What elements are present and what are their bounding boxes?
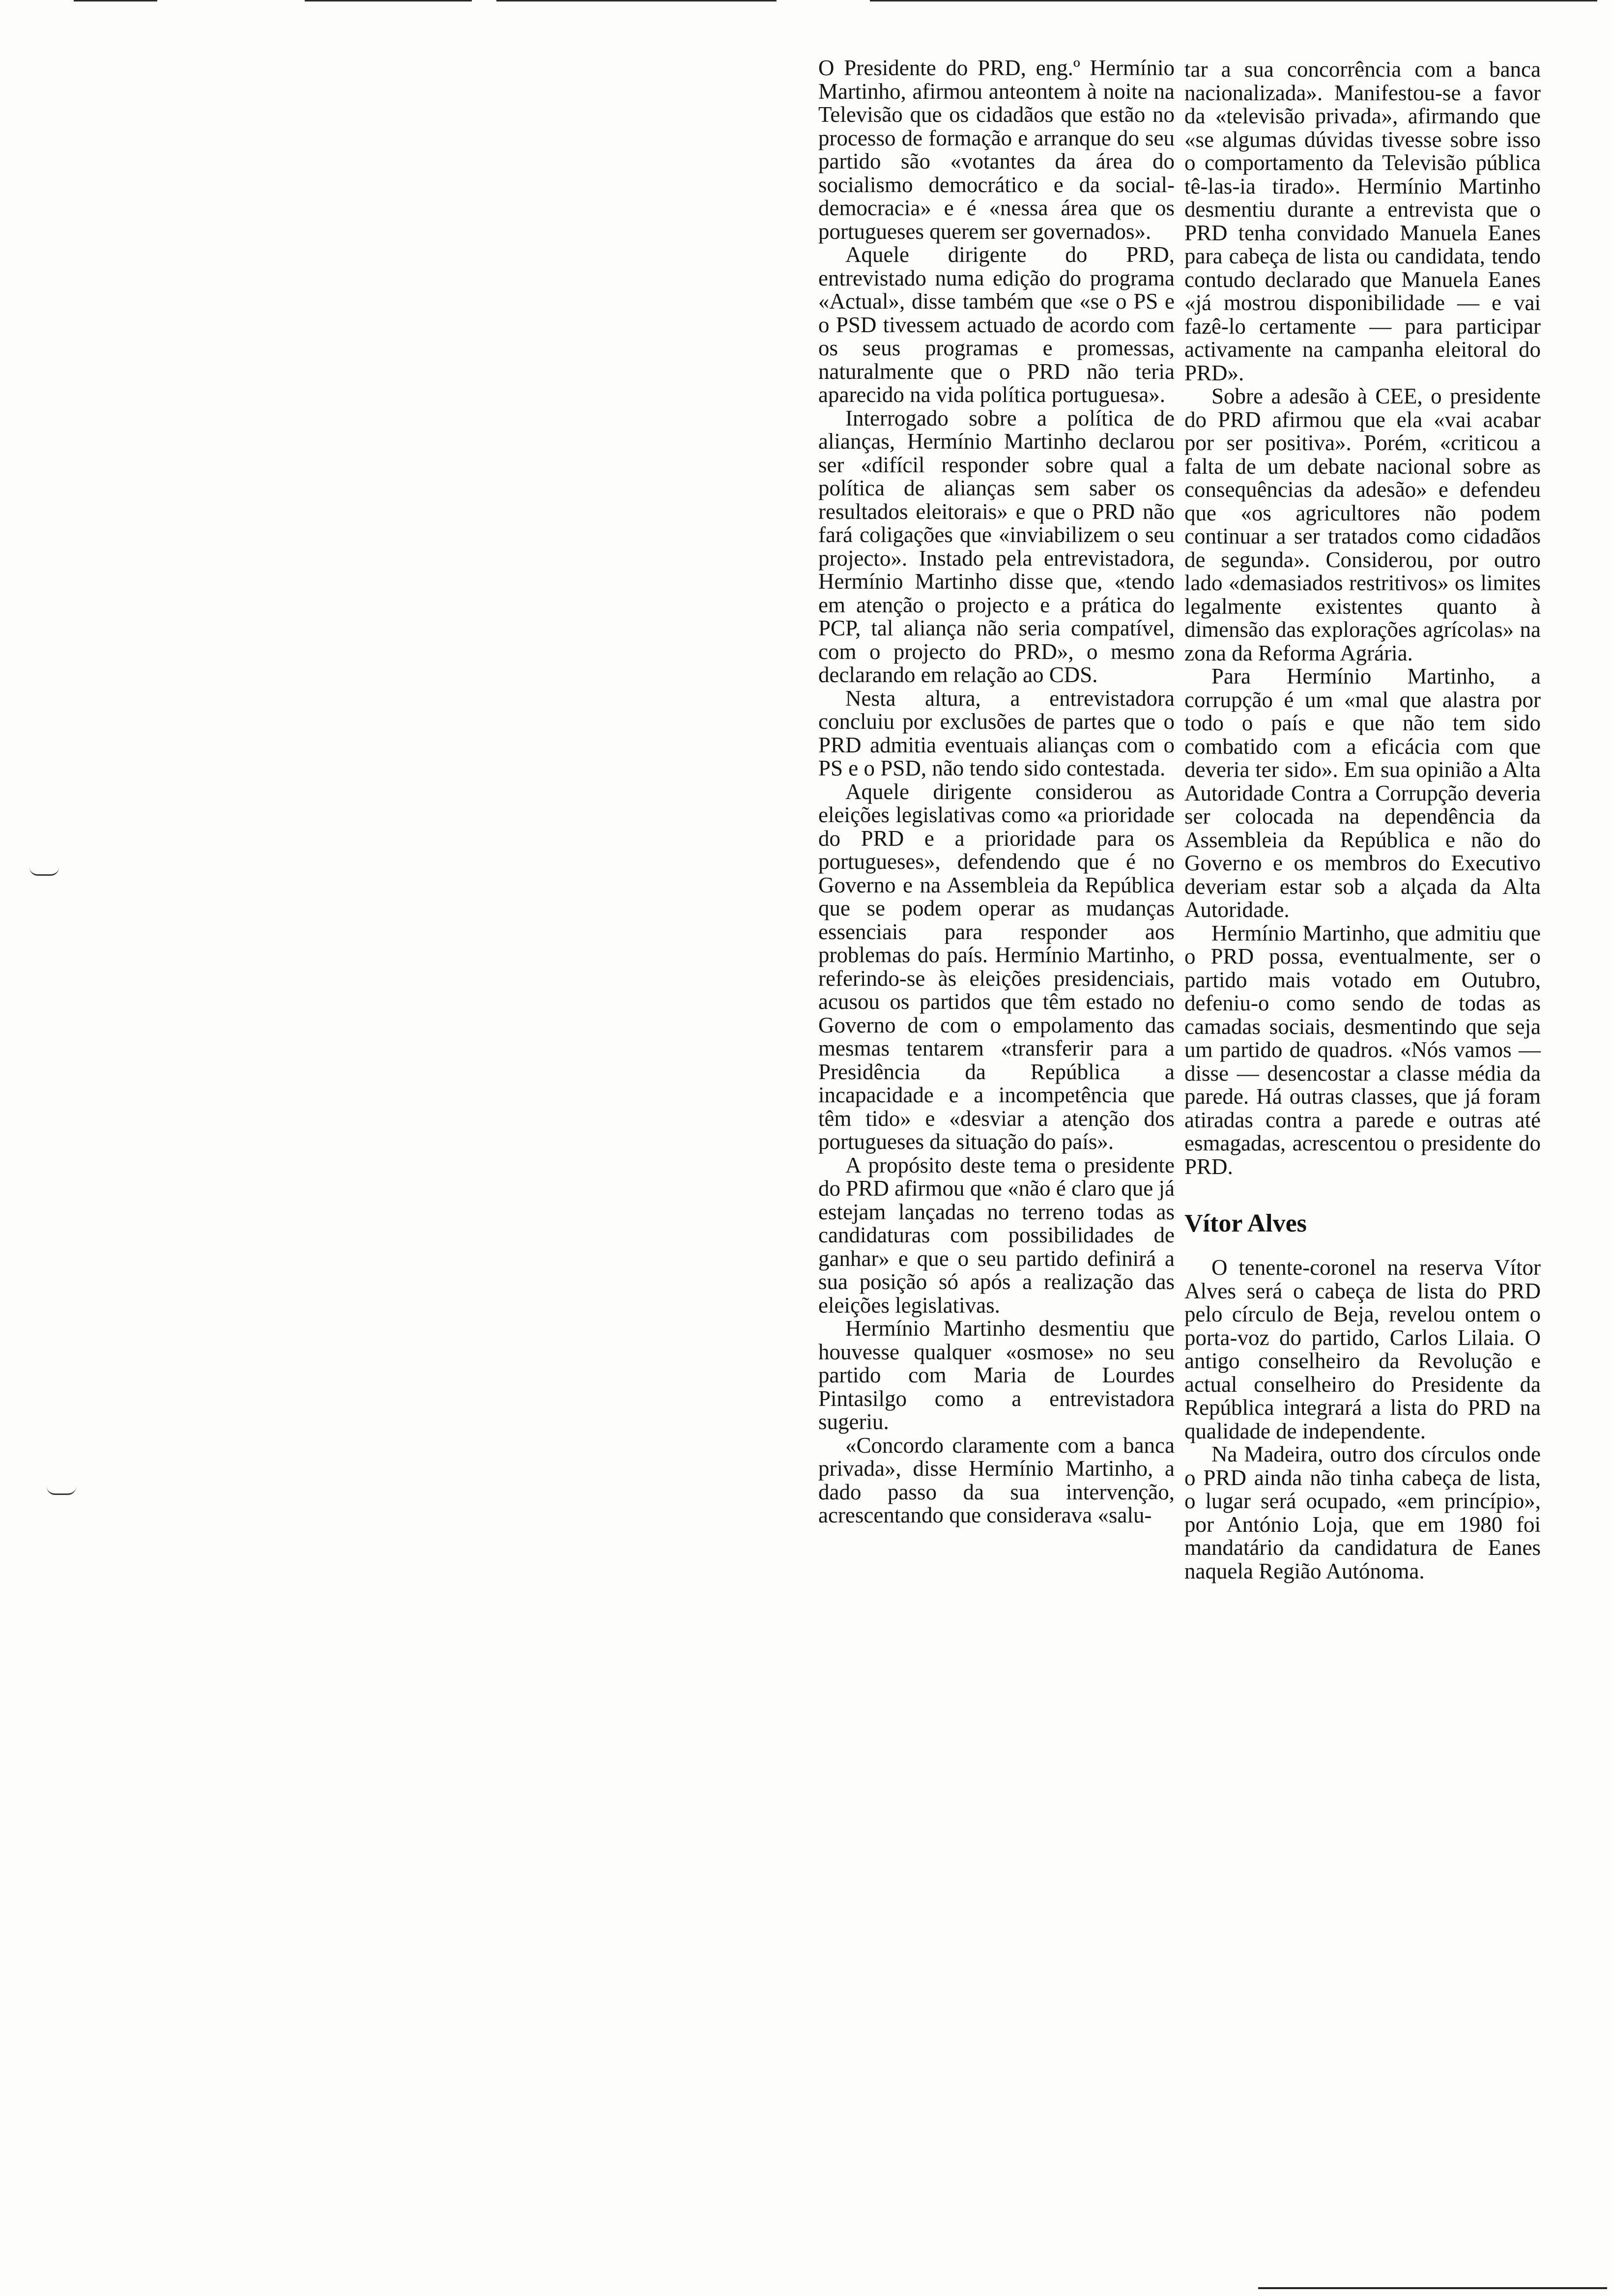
paragraph: Hermínio Martinho, que admitiu que o PRD possa, eventualmente, ser o partido mais votado em Outubro, defeniu-o como sendo de todas as camadas sociais, desmentindo que seja um partido de quadros. «Nós vamos — disse — desencostar a classe média da parede. Há outras classes, que já foram atiradas contra a parede e outras até esmagadas, acrescentou o presidente do PRD.: [1184, 920, 1541, 1179]
top-rule-4: [870, 0, 1597, 1]
article-column-right: [1184, 58, 1541, 1583]
margin-mark-1: [29, 867, 59, 876]
paragraph: Sobre a adesão à CEE, o presidente do PRD afirmou que ela «vai acabar por ser positiva». Porém, «criticou a falta de um debate nacional sobre as consequências da adesão» e defendeu que «os agricultores não podem continuar a ser tratados como cidadãos de segunda». Considerou, por outro lado «demasiados restritivos» os limites legalmente existentes quanto à dimensão das explorações agrícolas» na zona da Reforma Agrária.: [1184, 384, 1541, 665]
subheading: Vítor Alves: [1184, 1209, 1307, 1237]
top-rule-1: [74, 0, 157, 1]
paragraph: Para Hermínio Martinho, a corrupção é um «mal que alastra por todo o país e que não tem sido combatido com a eficácia com que deveria ter sido». Em sua opinião a Alta Autoridade Contra a Corrupção deveria ser colocada na dependência da Assembleia da República e não do Governo e os membros do Executivo deveriam estar sob a alçada da Alta Autoridade.: [1184, 664, 1541, 922]
paragraph: Nesta altura, a entrevistadora concluiu por exclusões de partes que o PRD admitia eventuais alianças com o PS e o PSD, não tendo sido contestada.: [818, 686, 1175, 780]
bottom-rule: [1258, 2287, 1607, 2289]
paragraph: «Concordo claramente com a banca privada», disse Hermínio Martinho, a dado passo da sua intervenção, acrescentando que considerava «salu-: [818, 1433, 1175, 1527]
top-rule-2: [305, 0, 472, 1]
paragraph: O Presidente do PRD, eng.º Hermínio Martinho, afirmou anteontem à noite na Televisão que os cidadãos que estão no processo de formação e arranque do seu partido são «votantes da área do socialismo democrático e da social-democracia» e é «nessa área que os portugueses querem ser governados».: [818, 56, 1175, 244]
paragraph: Na Madeira, outro dos círculos onde o PRD ainda não tinha cabeça de lista, o lugar será ocupado, «em princípio», por António Loja, que em 1980 foi mandatário da candidatura de Eanes naquela Região Autónoma.: [1184, 1442, 1541, 1583]
paragraph: A propósito deste tema o presidente do PRD afirmou que «não é claro que já estejam lançadas no terreno todas as candidaturas com possibilidades de ganhar» e que o seu partido definirá a sua posição só após a realização das eleições legislativas.: [818, 1152, 1175, 1318]
margin-mark-2: [47, 1487, 76, 1495]
article-column-left: [818, 57, 1175, 1527]
paragraph: Aquele dirigente considerou as eleições legislativas como «a prioridade do PRD e a prioridade para os portugueses», defendendo que é no Governo e na Assembleia da República que se podem operar as mudanças essenciais para responder aos problemas do país. Hermínio Martinho, referindo-se às eleições presidenciais, acusou os partidos que têm estado no Governo de com o empolamento das mesmas tentarem «transferir para a Presidência da República a incapacidade e a incompetência que têm tido» e «desviar a atenção dos portugueses da situação do país».: [818, 779, 1175, 1154]
paragraph: Aquele dirigente do PRD, entrevistado numa edição do programa «Actual», disse também que «se o PS e o PSD tivessem actuado de acordo com os seus programas e promessas, naturalmente que o PRD não teria aparecido na vida política portuguesa».: [818, 242, 1175, 407]
paragraph: Interrogado sobre a política de alianças, Hermínio Martinho declarou ser «difícil responder sobre qual a política de alianças sem saber os resultados eleitorais» e que o PRD não fará coligações que «inviabilizem o seu projecto». Instado pela entrevistadora, Hermínio Martinho disse que, «tendo em atenção o projecto e a prática do PCP, tal aliança não seria compatível, com o projecto do PRD», o mesmo declarando em relação ao CDS.: [818, 405, 1175, 687]
paragraph: Hermínio Martinho desmentiu que houvesse qualquer «osmose» no seu partido com Maria de Lourdes Pintasilgo como a entrevistadora sugeriu.: [818, 1316, 1175, 1434]
paragraph: O tenente-coronel na reserva Vítor Alves será o cabeça de lista do PRD pelo círculo de Beja, revelou ontem o porta-voz do partido, Carlos Lilaia. O antigo conselheiro da Revolução e actual conselheiro do Presidente da República integrará a lista do PRD na qualidade de independente.: [1184, 1255, 1541, 1443]
paragraph: tar a sua concorrência com a banca nacionalizada». Manifestou-se a favor da «televisão privada», afirmando que «se algumas dúvidas tivesse sobre isso o comportamento da Televisão pública tê-las-ia tirado». Hermínio Martinho desmentiu durante a entrevista que o PRD tenha convidado Manuela Eanes para cabeça de lista ou candidata, tendo contudo declarado que Manuela Eanes «já mostrou disponibilidade — e vai fazê-lo certamente — para participar activamente na campanha eleitoral do PRD».: [1184, 57, 1541, 385]
top-rule-3: [496, 0, 777, 1]
